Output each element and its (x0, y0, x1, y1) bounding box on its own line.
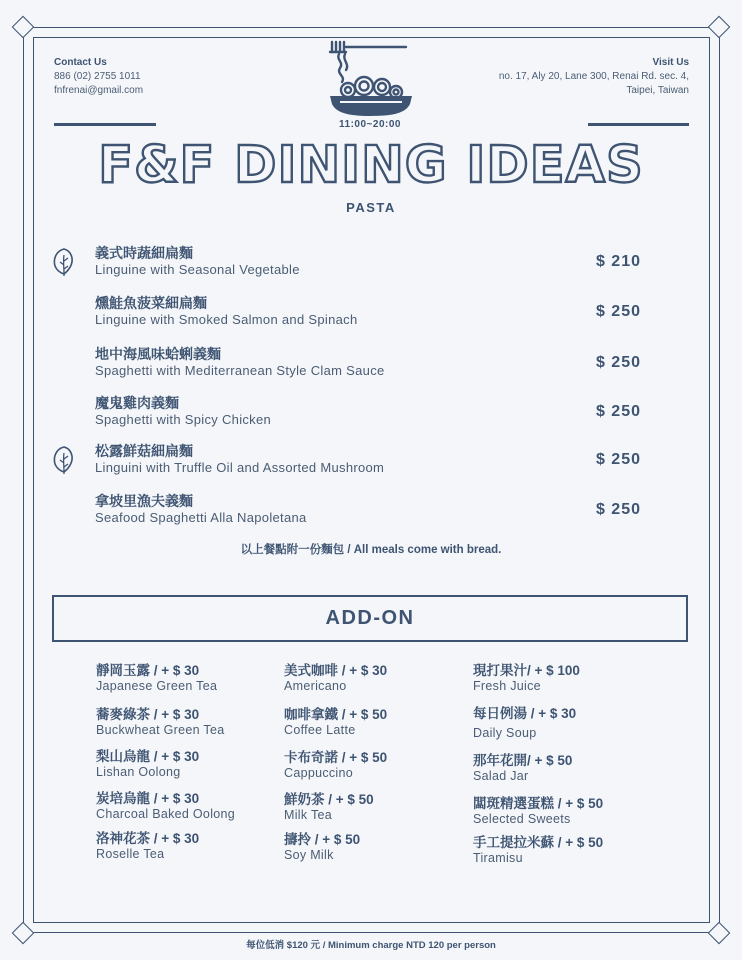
addon-item-name-zh: 炭培烏龍 / + $ 30 (96, 791, 200, 806)
addon-item-name-zh: 現打果汁/ + $ 100 (473, 663, 580, 678)
addon-item (473, 834, 663, 865)
addon-item-name-en: Buckwheat Green Tea (96, 723, 225, 737)
addon-item-name-zh: 每日例湯 / + $ 30 (473, 706, 577, 721)
vegetarian-leaf-icon (52, 247, 76, 277)
addon-item (284, 831, 474, 862)
contact-phone: 886 (02) 2755 1011 (54, 71, 141, 82)
addon-item-name-zh: 卡布奇諾 / + $ 50 (284, 750, 388, 765)
vegetarian-leaf-icon (52, 445, 76, 475)
addon-item (284, 749, 474, 780)
addon-item-name-en: Daily Soup (473, 726, 537, 740)
addon-item-name-en: Soy Milk (284, 848, 334, 862)
addon-item (284, 706, 474, 737)
addon-item-name-en: Americano (284, 679, 347, 693)
menu-item-name-en: Spaghetti with Mediterranean Style Clam Sauce (95, 363, 385, 378)
addon-item (284, 791, 474, 822)
addon-item-name-zh: 蕎麥綠茶 / + $ 30 (96, 707, 200, 722)
addon-item-name-en: Salad Jar (473, 769, 529, 783)
addon-heading: ADD-ON (325, 607, 415, 629)
addon-item-name-en: Japanese Green Tea (96, 679, 218, 693)
restaurant-title: F&F DINING IDEAS (98, 136, 644, 195)
addon-item-name-zh: 咖啡拿鐵 / + $ 50 (284, 707, 388, 722)
menu-item-name-zh: 燻鮭魚菠菜細扁麵 (95, 295, 207, 311)
addon-item-name-en: Cappuccino (284, 766, 354, 780)
addon-item (96, 790, 286, 821)
addon-item (284, 662, 474, 693)
menu-item (95, 395, 655, 435)
bread-note: 以上餐點附一份麵包 / All meals come with bread. (240, 544, 502, 556)
menu-item-price: $ 250 (595, 403, 641, 420)
addon-item-name-zh: 擣拎 / + $ 50 (284, 832, 361, 847)
addon-item (473, 795, 663, 826)
addon-item (96, 662, 286, 693)
menu-item-name-zh: 魔鬼雞肉義麵 (95, 395, 179, 411)
addon-item-name-zh: 手工提拉米蘇 / + $ 50 (473, 835, 604, 850)
addon-item (473, 705, 663, 740)
addon-item-name-en: Tiramisu (473, 851, 523, 865)
addon-item-name-zh: 鮮奶茶 / + $ 50 (284, 792, 374, 807)
minimum-charge-note: 每位低消 $120 元 / Minimum charge NTD 120 per person (246, 940, 496, 951)
addon-item-name-zh: 洛神花茶 / + $ 30 (96, 831, 200, 846)
addon-item (473, 752, 663, 783)
visit-address-line1: no. 17, Aly 20, Lane 300, Renai Rd. sec. 4, (498, 71, 689, 82)
addon-item-name-en: Roselle Tea (96, 847, 165, 861)
menu-item-name-zh: 拿坡里漁夫義麵 (95, 493, 193, 509)
addon-item (96, 830, 286, 861)
visit-address-line2: Taipei, Taiwan (626, 85, 689, 96)
opening-hours: 11:00~20:00 (339, 119, 401, 130)
addon-item-name-en: Fresh Juice (473, 679, 541, 693)
menu-item-name-en: Seafood Spaghetti Alla Napoletana (95, 510, 307, 525)
visit-info (499, 56, 689, 98)
addon-item-name-en: Milk Tea (284, 808, 333, 822)
menu-item-price: $ 250 (595, 451, 641, 468)
menu-item (95, 295, 655, 335)
menu-item-name-en: Spaghetti with Spicy Chicken (95, 412, 272, 427)
menu-item-name-zh: 松露鮮菇細扁麵 (95, 443, 193, 459)
addon-item-name-en: Selected Sweets (473, 812, 571, 826)
visit-heading: Visit Us (652, 57, 689, 68)
menu-item-price: $ 250 (595, 501, 641, 518)
section-subtitle: PASTA (346, 200, 396, 215)
menu-item-name-zh: 義式時蔬細扁麵 (95, 245, 193, 261)
menu-item-price: $ 250 (595, 354, 641, 371)
menu-item (95, 245, 655, 285)
menu-item-price: $ 210 (595, 253, 641, 270)
menu-item (95, 443, 655, 483)
addon-item (96, 748, 286, 779)
menu-item-price: $ 250 (595, 303, 641, 320)
addon-item-name-zh: 美式咖啡 / + $ 30 (284, 663, 388, 678)
addon-item (96, 706, 286, 737)
addon-item-name-zh: 闆斑精選蛋糕 / + $ 50 (473, 796, 604, 811)
addon-item-name-en: Lishan Oolong (96, 765, 181, 779)
addon-item-name-zh: 梨山烏龍 / + $ 30 (96, 749, 200, 764)
menu-item (95, 346, 655, 386)
menu-item-name-en: Linguine with Smoked Salmon and Spinach (95, 312, 358, 327)
contact-heading: Contact Us (54, 57, 107, 68)
menu-item-name-en: Linguini with Truffle Oil and Assorted Mushroom (95, 460, 385, 475)
header-rule-right (588, 123, 689, 126)
menu-item-name-en: Linguine with Seasonal Vegetable (95, 262, 300, 277)
contact-info (54, 56, 143, 98)
menu-item (95, 493, 655, 533)
addon-item-name-en: Charcoal Baked Oolong (96, 807, 236, 821)
addon-item-name-zh: 靜岡玉露 / + $ 30 (96, 663, 200, 678)
addon-item-name-en: Coffee Latte (284, 723, 356, 737)
header-rule-left (54, 123, 156, 126)
addon-heading-box (52, 595, 688, 642)
addon-item (473, 662, 663, 693)
pasta-bowl-logo-icon (326, 38, 416, 118)
contact-email: fnfrenai@gmail.com (54, 85, 144, 96)
menu-item-name-zh: 地中海風味蛤蜊義麵 (95, 346, 221, 362)
addon-item-name-zh: 那年花開/ + $ 50 (473, 753, 573, 768)
